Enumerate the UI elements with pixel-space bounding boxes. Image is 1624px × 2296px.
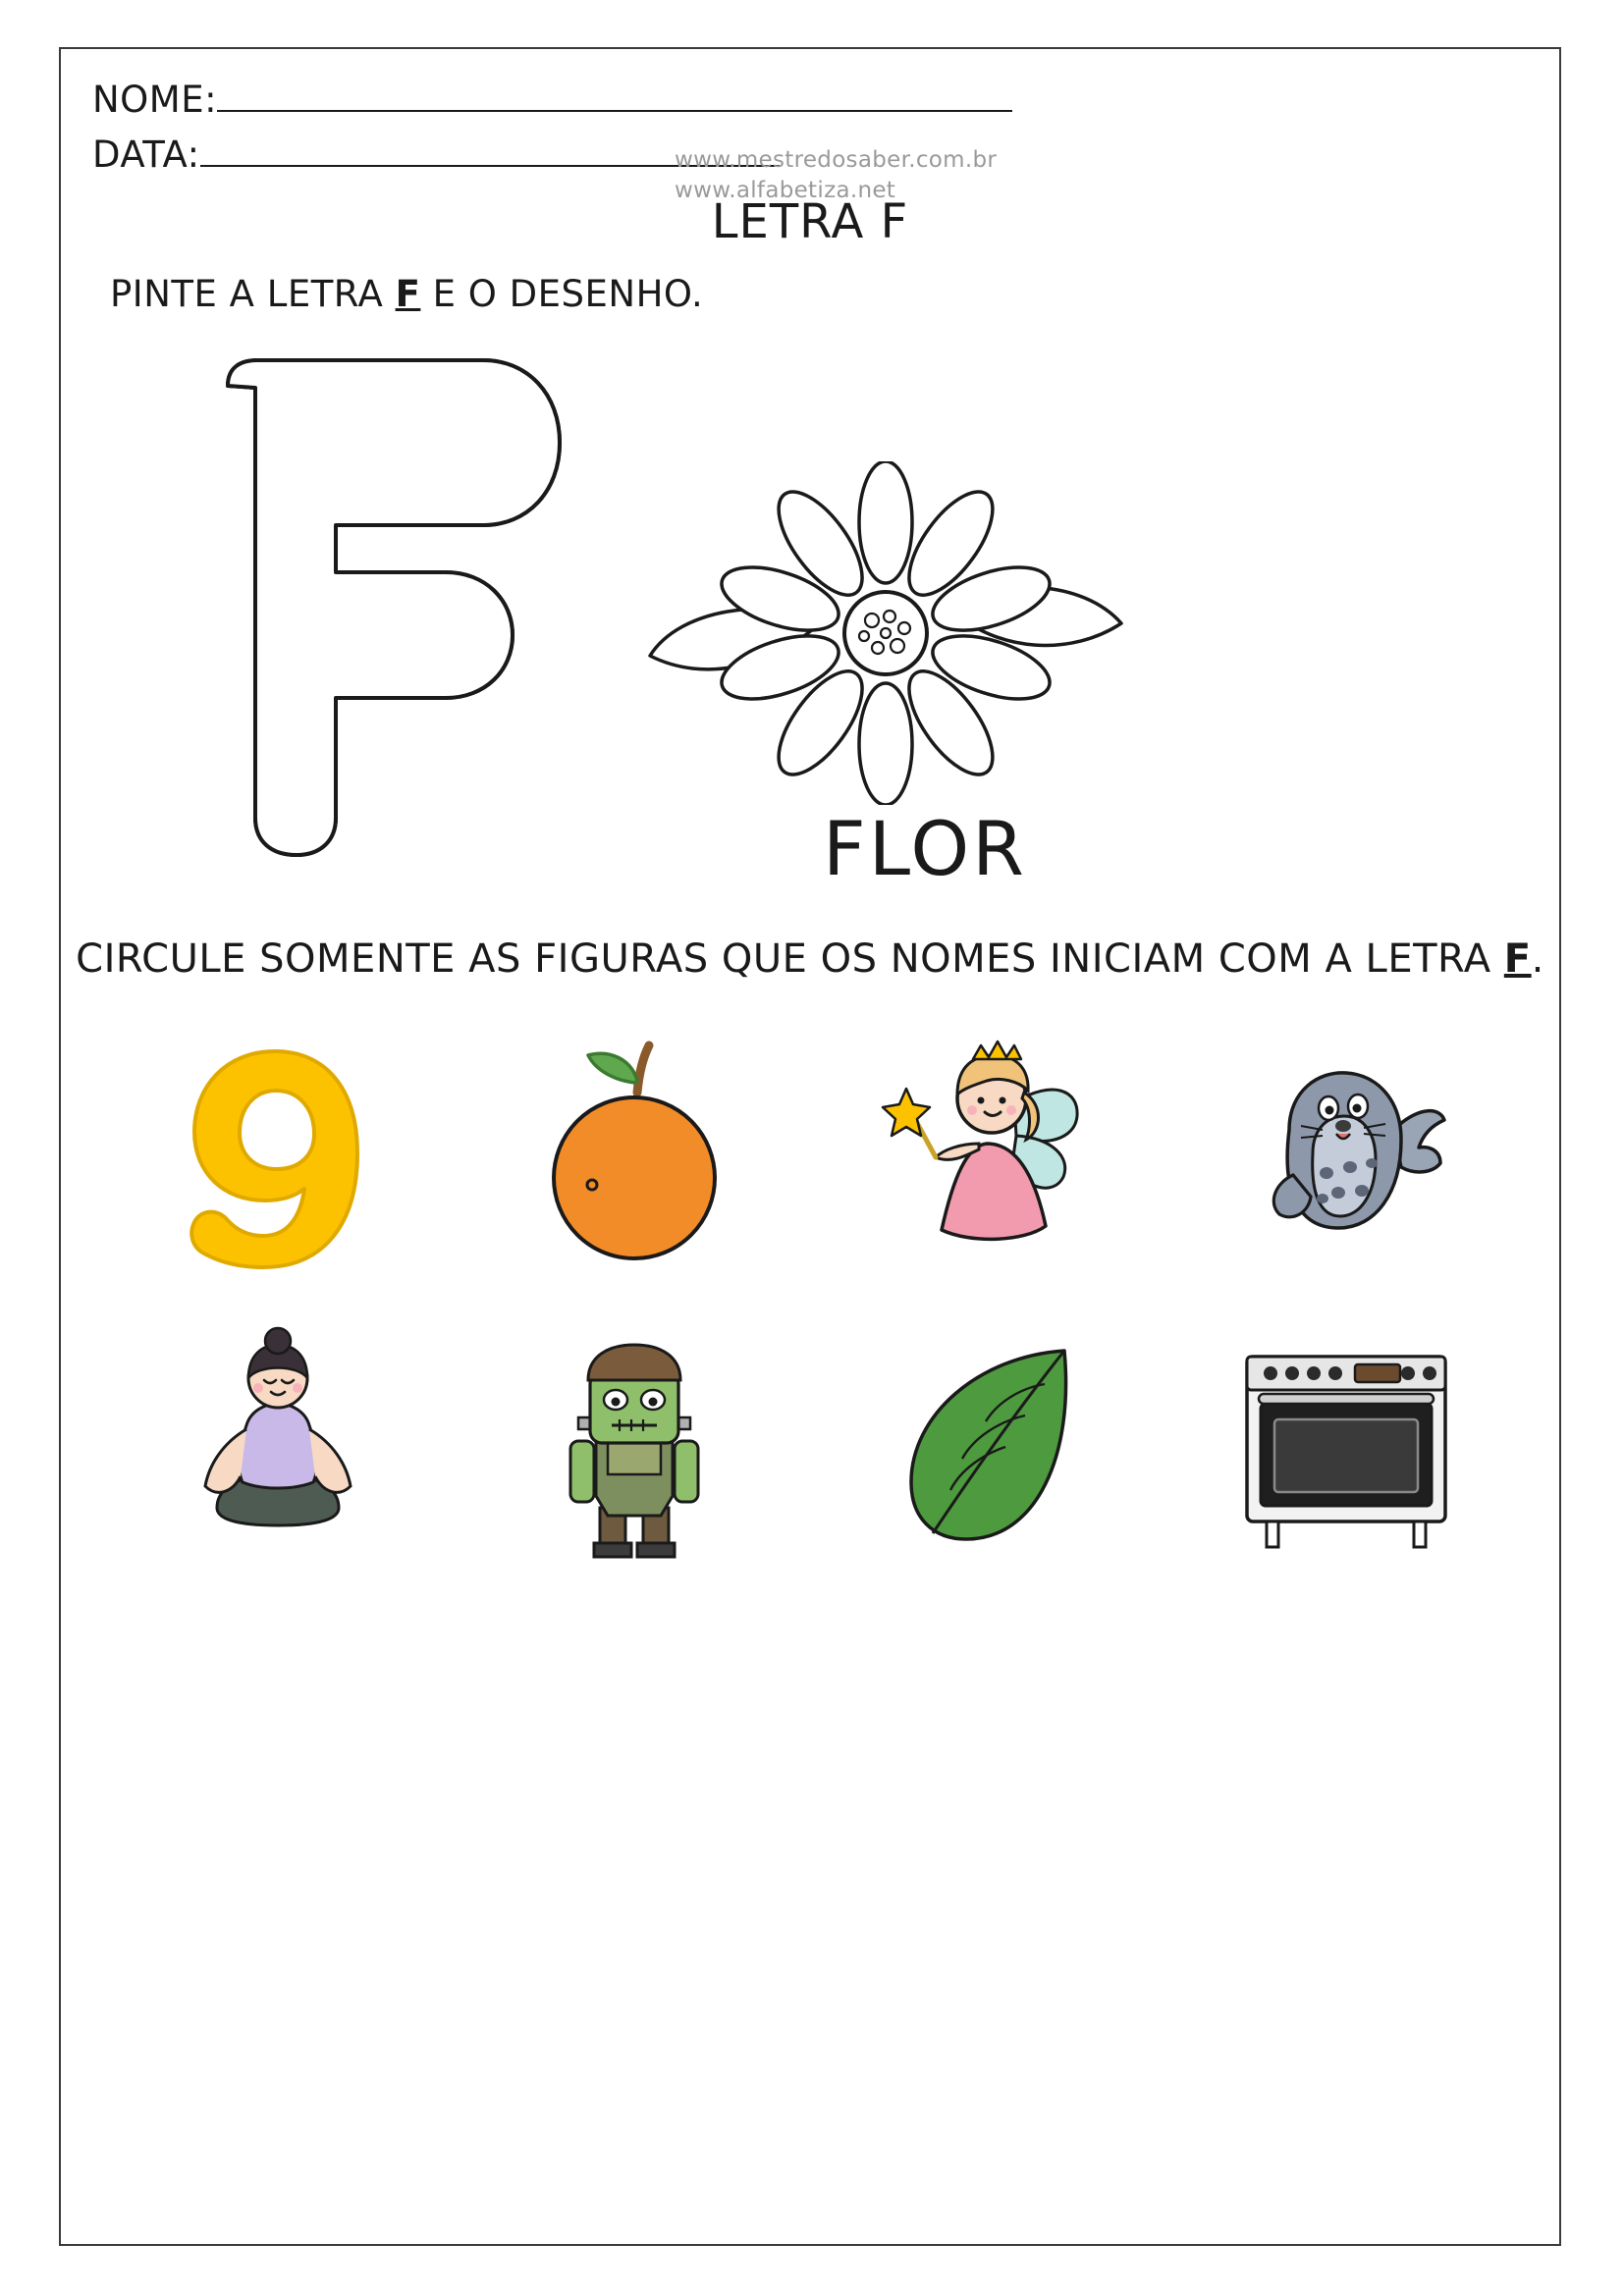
worksheet-page — [59, 47, 1561, 2246]
instruction-paint-pre: PINTE A LETRA — [110, 273, 396, 315]
picture-item-frankenstein-monster[interactable] — [457, 1320, 813, 1566]
nome-field — [92, 79, 1012, 121]
data-label: DATA: — [92, 133, 200, 176]
nome-label: NOME: — [92, 79, 218, 121]
instruction-paint-letter: F — [395, 273, 421, 315]
instruction-paint-post: E O DESENHO. — [420, 273, 704, 315]
picture-item-laranja-orange[interactable] — [457, 1031, 813, 1276]
picture-item-foca-seal[interactable] — [1168, 1031, 1525, 1276]
drawing-word: FLOR — [823, 805, 1027, 892]
letter-f-outline — [189, 348, 581, 873]
flower-outline-drawing — [611, 461, 1161, 809]
instruction-circle-post: . — [1531, 936, 1544, 982]
instruction-circle — [61, 933, 1559, 987]
nome-write-line[interactable] — [217, 80, 1012, 112]
page-title: LETRA F — [711, 194, 909, 249]
picture-item-ioga-yoga[interactable] — [100, 1320, 457, 1566]
picture-item-fada-fairy[interactable] — [812, 1031, 1168, 1276]
instruction-circle-pre: CIRCULE SOMENTE AS FIGURAS QUE OS NOMES INICIAM COM A LETRA — [76, 936, 1504, 982]
picture-item-nove-number[interactable] — [100, 1031, 457, 1276]
picture-grid — [100, 1031, 1524, 1566]
website-line-1: www.mestredosaber.com.br — [675, 147, 998, 173]
website-line-2: www.alfabetiza.net — [675, 178, 896, 204]
picture-item-folha-leaf[interactable] — [812, 1320, 1168, 1566]
picture-item-fogao-stove[interactable] — [1168, 1320, 1525, 1566]
instruction-circle-letter: F — [1503, 936, 1532, 982]
instruction-paint — [110, 273, 703, 315]
